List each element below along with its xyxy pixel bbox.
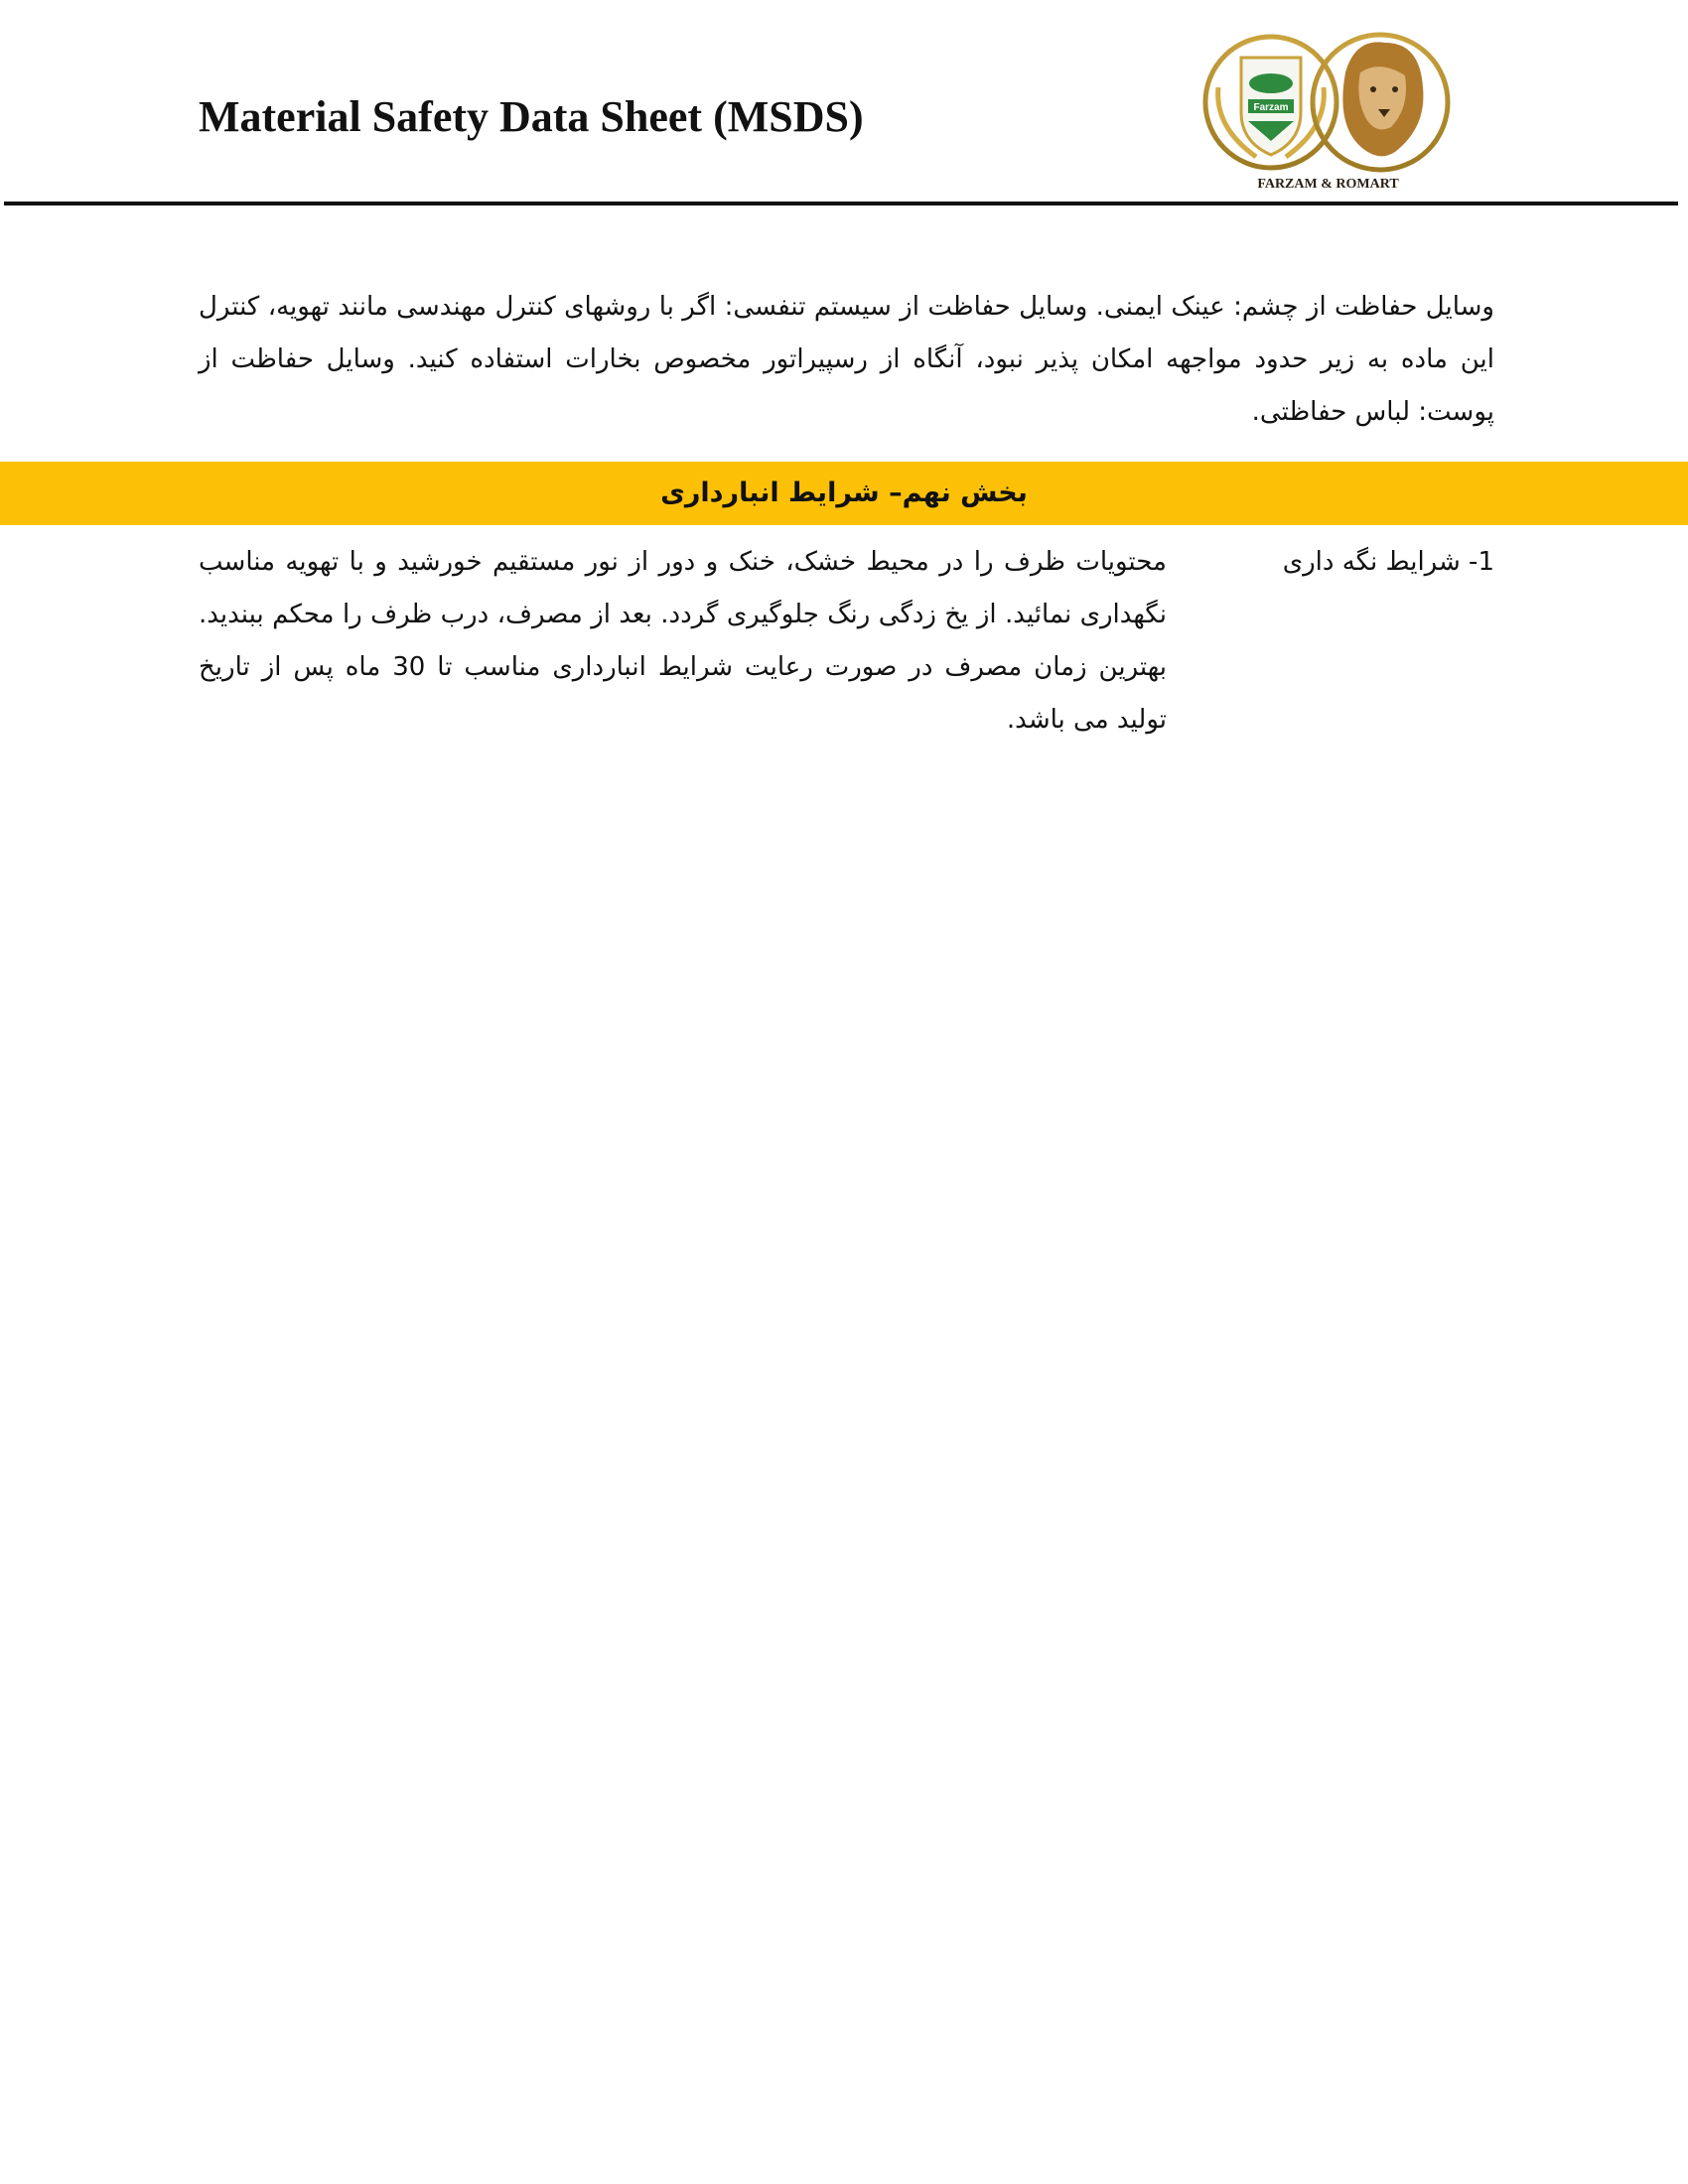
logo-caption: FARZAM & ROMART xyxy=(1257,177,1399,192)
section-title: بخش نهم– شرایط انبارداری xyxy=(660,478,1028,508)
lion-icon xyxy=(1342,42,1423,156)
farzam-romart-logo xyxy=(1196,18,1460,197)
page-title: Material Safety Data Sheet (MSDS) xyxy=(199,92,864,141)
logo-badge-text: Farzam xyxy=(1253,102,1289,113)
shield-icon xyxy=(1241,58,1301,155)
protection-paragraph: وسایل حفاظت از چشم: عینک ایمنی. وسایل حفاظت از سیستم تنفسی: اگر با روشهای کنترل مهندسی مانند تهویه، کنترل این ماده به زیر حدود مواجهه امکان پذیر نبود، آنگاه از رسپیراتور مخصوص بخارات استفاده کنید. وسایل حفاظت از پوست: لباس حفاظتی. xyxy=(199,292,1494,427)
storage-conditions-label: 1- شرایط نگه داری xyxy=(1282,547,1494,577)
header-divider xyxy=(4,202,1678,205)
storage-conditions-value: محتویات ظرف را در محیط خشک، خنک و دور از نور مستقیم خورشید و با تهویه مناسب نگهداری نمائید. از یخ زدگی رنگ جلوگیری گردد. بعد از مصرف، درب ظرف را محکم ببندید. بهترین زمان مصرف در صورت رعایت شرایط انبارداری مناسب تا 30 ماه پس از تاریخ تولید می باشد. xyxy=(199,547,1167,735)
section-header-bar xyxy=(0,462,1688,525)
